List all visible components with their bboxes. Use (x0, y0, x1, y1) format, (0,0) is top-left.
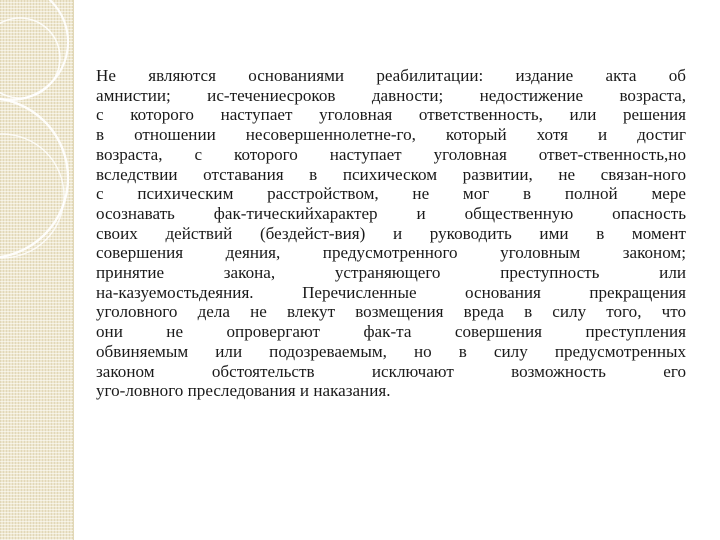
text-line: законом обстоятельств исключают возможность его (96, 361, 686, 381)
text-line: обвиняемым или подозреваемым, но в силу предусмотренных (96, 341, 686, 361)
decorative-rings (0, 0, 73, 540)
slide-body-text (96, 66, 686, 401)
text-line: с которого наступает уголовная ответственность, или решения (96, 105, 686, 125)
text-line: амнистии; ис-течениесроков давности; недостижение возраста, (96, 85, 686, 105)
ring-top-small (0, 18, 60, 98)
text-line: Не являются основаниями реабилитации: издание акта об (96, 66, 686, 85)
text-line-last: уго-ловного преследования и наказания. (96, 381, 391, 401)
ring-middle-small (0, 134, 64, 258)
ring-top-large (0, 0, 68, 100)
text-line: совершения деяния, предусмотренного уголовным законом; (96, 243, 686, 263)
band-divider (73, 0, 74, 540)
text-line: своих действий (бездейст-вия) и руководить ими в момент (96, 223, 686, 243)
text-line: в отношении несовершеннолетне-го, который хотя и достиг (96, 125, 686, 145)
ring-middle-large (0, 98, 68, 258)
text-line: они не опровергают фак-та совершения преступления (96, 322, 686, 342)
text-line: возраста, с которого наступает уголовная ответ-ственность,но (96, 144, 686, 164)
text-line: уголовного дела не влекут возмещения вреда в силу того, что (96, 302, 686, 322)
text-line: на-казуемостьдеяния. Перечисленные основания прекращения (96, 282, 686, 302)
decorative-side-band (0, 0, 73, 540)
text-line: принятие закона, устраняющего преступность или (96, 263, 686, 283)
text-line: осознавать фак-тическийхарактер и общественную опасность (96, 203, 686, 223)
text-line: вследствии отставания в психическом развитии, не связан-ного (96, 164, 686, 184)
text-line: с психическим расстройством, не мог в полной мере (96, 184, 686, 204)
